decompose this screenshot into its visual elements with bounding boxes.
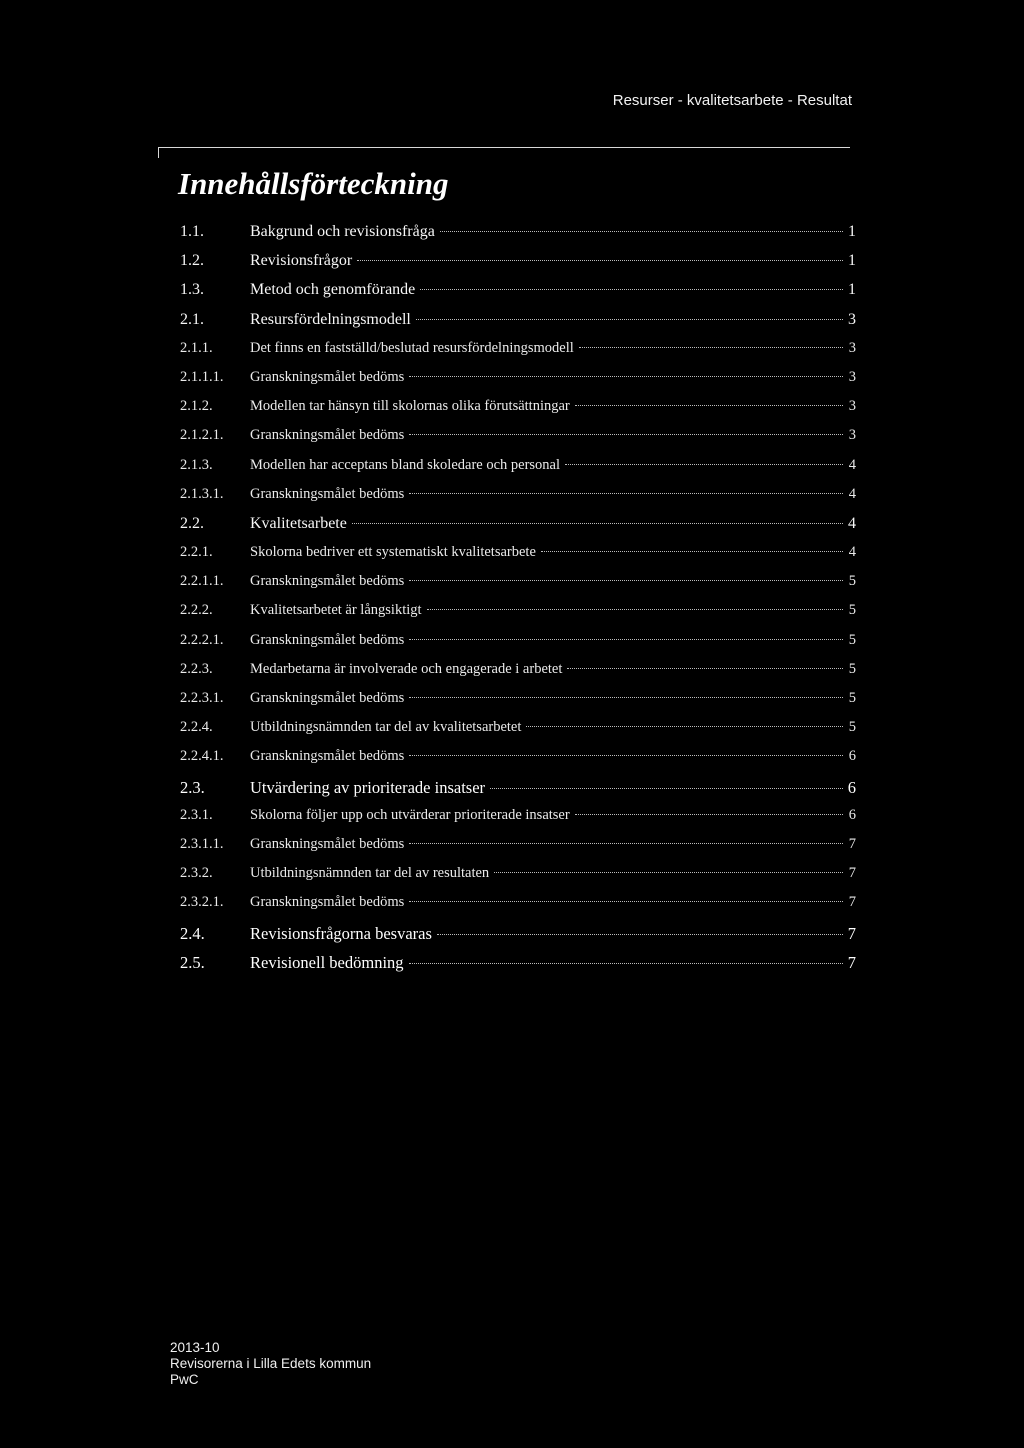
toc-entry-number: 2.5. <box>180 952 205 972</box>
toc-dot-leader <box>416 319 843 320</box>
header-rule <box>158 147 850 148</box>
toc-entry-number: 1.1. <box>180 223 204 240</box>
toc-entry-label[interactable]: Granskningsmålet bedöms <box>250 368 405 385</box>
toc-entry-label[interactable]: Granskningsmålet bedöms <box>250 835 405 852</box>
toc-dot-leader <box>526 726 843 727</box>
toc-entry-label[interactable]: Kvalitetsarbete <box>250 514 347 532</box>
toc-dot-leader <box>409 901 843 902</box>
toc-entry[interactable] <box>180 573 856 602</box>
toc-dot-leader <box>409 639 843 640</box>
toc-entry-page: 3 <box>848 398 856 415</box>
toc-entry[interactable] <box>180 252 856 281</box>
toc-entry-label[interactable]: Granskningsmålet bedöms <box>250 427 405 444</box>
toc-entry-page: 3 <box>848 368 856 385</box>
toc-entry[interactable] <box>180 544 856 573</box>
toc-dot-leader <box>409 493 843 494</box>
toc-entry[interactable] <box>180 281 856 310</box>
toc-entry[interactable] <box>180 807 856 836</box>
toc-dot-leader <box>420 289 843 290</box>
toc-entry-number: 2.1.1.1. <box>180 368 224 385</box>
toc-entry-label[interactable]: Bakgrund och revisionsfråga <box>250 223 435 240</box>
toc-entry[interactable] <box>180 340 856 369</box>
toc-entry-number: 2.2.2. <box>180 602 213 619</box>
toc-dot-leader <box>409 843 843 844</box>
toc-entry-number: 2.2.1.1. <box>180 573 224 590</box>
toc-dot-leader <box>579 347 843 348</box>
footer <box>170 1340 371 1388</box>
running-header: Resurser - kvalitetsarbete - Resultat <box>612 92 852 109</box>
toc-entry-number: 2.1.1. <box>180 339 213 356</box>
toc-entry-label[interactable]: Modellen har acceptans bland skoledare och personal <box>250 456 561 473</box>
toc-entry-label[interactable]: Granskningsmålet bedöms <box>250 631 405 648</box>
toc-dot-leader <box>357 260 843 261</box>
footer-organization: Revisorerna i Lilla Edets kommun <box>170 1356 372 1371</box>
toc-dot-leader <box>541 551 843 552</box>
toc-entry[interactable] <box>180 515 856 544</box>
toc-entry-number: 2.1.3.1. <box>180 485 224 502</box>
toc-entry[interactable] <box>180 894 856 923</box>
toc-entry[interactable] <box>180 457 856 486</box>
toc-entry[interactable] <box>180 223 856 252</box>
toc-entry-number: 1.2. <box>180 252 204 270</box>
toc-entry-page: 1 <box>848 223 856 240</box>
toc-entry-label[interactable]: Granskningsmålet bedöms <box>250 690 405 706</box>
toc-entry-page: 4 <box>848 544 856 561</box>
toc-dot-leader <box>437 934 843 935</box>
toc-entry-label[interactable]: Utvärdering av prioriterade insatser <box>250 777 486 797</box>
footer-firm: PwC <box>170 1372 199 1387</box>
toc-dot-leader <box>409 434 843 435</box>
toc-entry-number: 2.2.4.1. <box>180 748 224 765</box>
toc-entry-label[interactable]: Revisionell bedömning <box>250 952 404 972</box>
toc-dot-leader <box>352 523 843 524</box>
toc-entry-number: 1.3. <box>180 281 204 299</box>
toc-entry-page: 5 <box>848 573 856 590</box>
toc-entry-label[interactable]: Granskningsmålet bedöms <box>250 573 405 590</box>
toc-title: Innehållsförteckning <box>178 166 449 201</box>
toc-dot-leader <box>575 405 843 406</box>
toc-entry-label[interactable]: Skolorna följer upp och utvärderar prioriterade insatser <box>250 806 570 823</box>
footer-date: 2013-10 <box>170 1340 220 1355</box>
toc-entry-number: 2.1. <box>180 310 204 328</box>
toc-entry[interactable] <box>180 486 856 515</box>
toc-entry[interactable] <box>180 632 856 661</box>
toc-entry-label[interactable]: Revisionsfrågorna besvaras <box>250 923 432 943</box>
toc-entry-page: 7 <box>848 894 856 911</box>
toc-entry-number: 2.3.1.1. <box>180 835 224 852</box>
toc-entry-label[interactable]: Det finns en fastställd/beslutad resursfördelningsmodell <box>250 339 574 356</box>
toc-entry-label[interactable]: Skolorna bedriver ett systematiskt kvalitetsarbete <box>250 544 536 561</box>
toc-entry[interactable] <box>180 719 856 748</box>
toc-entry-page: 7 <box>848 865 856 882</box>
toc-entry-label[interactable]: Metod och genomförande <box>250 281 416 299</box>
toc-entry-page: 3 <box>848 339 856 356</box>
toc-dot-leader <box>440 231 843 232</box>
toc-entry[interactable] <box>180 748 856 777</box>
toc-entry-page: 4 <box>848 514 856 532</box>
toc-entry-label[interactable]: Utbildningsnämnden tar del av resultaten <box>250 865 490 882</box>
toc-dot-leader <box>409 963 843 964</box>
toc-entry-number: 2.2.2.1. <box>180 631 224 648</box>
toc-entry-number: 2.2. <box>180 514 204 532</box>
toc-dot-leader <box>490 788 843 789</box>
toc-entry[interactable] <box>180 427 856 456</box>
toc-entry-page: 7 <box>847 923 856 943</box>
toc-entry-page: 6 <box>847 777 856 797</box>
toc-entry-label[interactable]: Granskningsmålet bedöms <box>250 894 405 911</box>
toc-dot-leader <box>494 872 843 873</box>
toc-entry-number: 2.4. <box>180 923 205 943</box>
toc-entry-label[interactable]: Kvalitetsarbetet är långsiktigt <box>250 602 422 619</box>
toc-entry-number: 2.1.3. <box>180 456 213 473</box>
toc-entry-label[interactable]: Modellen tar hänsyn till skolornas olika förutsättningar <box>250 398 570 415</box>
toc-entry-number: 2.1.2. <box>180 398 213 415</box>
toc-entry-page: 7 <box>847 952 856 972</box>
toc-entry-label[interactable]: Medarbetarna är involverade och engagerade i arbetet <box>250 660 563 677</box>
toc-entry-label[interactable]: Granskningsmålet bedöms <box>250 485 405 502</box>
toc-entry-page: 5 <box>848 602 856 619</box>
toc-entry-label[interactable]: Granskningsmålet bedöms <box>250 748 405 765</box>
toc-entry-page: 1 <box>848 281 856 299</box>
toc-entry[interactable] <box>180 778 856 807</box>
toc-entry-number: 2.3.2. <box>180 865 213 882</box>
toc-entry[interactable] <box>180 865 856 894</box>
toc-list <box>180 223 856 982</box>
toc-entry[interactable] <box>180 836 856 865</box>
toc-entry-label[interactable]: Resursfördelningsmodell <box>250 310 411 328</box>
toc-dot-leader <box>409 376 843 377</box>
toc-dot-leader <box>565 464 843 465</box>
header-rule-tick <box>158 147 159 158</box>
toc-entry-label[interactable]: Utbildningsnämnden tar del av kvalitetsarbetet <box>250 719 522 736</box>
toc-entry-page: 4 <box>848 485 856 502</box>
toc-entry-label[interactable]: Revisionsfrågor <box>250 252 353 270</box>
toc-entry-number: 2.1.2.1. <box>180 427 224 444</box>
toc-entry-page: 5 <box>848 660 856 677</box>
toc-entry[interactable] <box>180 311 856 340</box>
toc-entry[interactable] <box>180 690 856 719</box>
toc-entry-page: 7 <box>848 835 856 852</box>
toc-dot-leader <box>409 697 843 698</box>
toc-entry-page: 5 <box>848 631 856 648</box>
toc-entry-page: 6 <box>848 748 856 765</box>
toc-dot-leader <box>567 668 843 669</box>
toc-entry[interactable] <box>180 398 856 427</box>
toc-entry-page: 5 <box>848 719 856 736</box>
toc-entry[interactable] <box>180 602 856 631</box>
toc-entry-page: 3 <box>848 427 856 444</box>
toc-entry-number: 2.2.1. <box>180 544 213 561</box>
toc-entry[interactable] <box>180 369 856 398</box>
toc-entry-page: 5 <box>848 690 856 706</box>
toc-entry[interactable] <box>180 661 856 690</box>
toc-entry-number: 2.2.3. <box>180 660 213 677</box>
toc-dot-leader <box>575 814 843 815</box>
toc-dot-leader <box>409 755 843 756</box>
toc-entry-number: 2.2.3.1. <box>180 690 224 706</box>
toc-entry-page: 4 <box>848 456 856 473</box>
toc-dot-leader <box>409 580 843 581</box>
toc-entry[interactable] <box>180 953 856 982</box>
toc-entry-page: 1 <box>848 252 856 270</box>
toc-dot-leader <box>427 609 843 610</box>
toc-entry[interactable] <box>180 924 856 953</box>
toc-entry-page: 6 <box>848 806 856 823</box>
toc-entry-number: 2.3. <box>180 777 205 797</box>
toc-entry-number: 2.3.1. <box>180 806 213 823</box>
toc-entry-number: 2.3.2.1. <box>180 894 224 911</box>
toc-entry-number: 2.2.4. <box>180 719 213 736</box>
toc-entry-page: 3 <box>848 310 856 328</box>
